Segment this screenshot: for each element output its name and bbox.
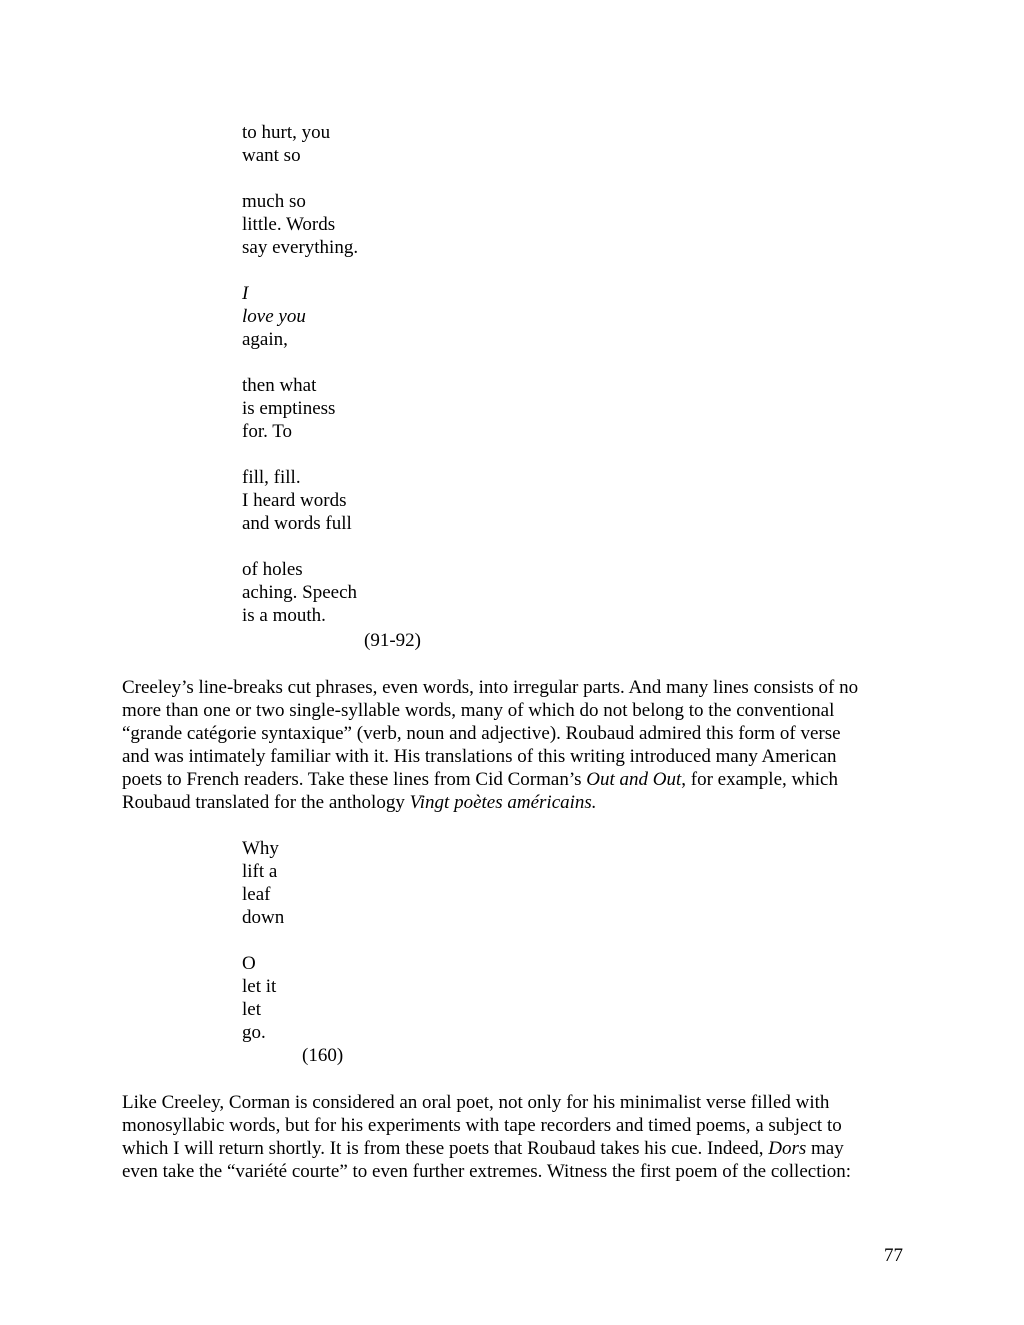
paragraph-text: Roubaud translated for the anthology xyxy=(122,792,410,813)
poem-citation: (160) xyxy=(302,1045,344,1066)
poem-line: O xyxy=(242,953,256,974)
poem-excerpt-corman xyxy=(242,837,542,1044)
poem-line: let xyxy=(242,999,261,1020)
paragraph-text: , for example, which xyxy=(681,769,838,790)
poem-excerpt-creeley xyxy=(242,121,542,627)
paragraph-line: more than one or two single-syllable words, many of which do not belong to the conventional xyxy=(122,700,835,721)
poem-line: to hurt, you xyxy=(242,122,331,143)
paragraph-line xyxy=(122,1137,912,1160)
anthology-title: Vingt poètes américains. xyxy=(409,792,597,813)
paragraph-text: poets to French readers. Take these lines from Cid Corman’s xyxy=(122,769,587,790)
poem-line: again, xyxy=(242,329,288,350)
poem-line: then what xyxy=(242,375,317,396)
poem-line: let it xyxy=(242,976,277,997)
poem-stanza xyxy=(242,374,542,443)
paragraph-line xyxy=(122,768,912,791)
paragraph-line: Creeley’s line-breaks cut phrases, even words, into irregular parts. And many lines consists of no xyxy=(122,677,859,698)
paragraph-text: which I will return shortly. It is from these poets that Roubaud takes his cue. Indeed, xyxy=(122,1138,769,1159)
poem-line: is a mouth. xyxy=(242,605,326,626)
poem-line: leaf xyxy=(242,884,271,905)
paragraph-line xyxy=(122,791,912,814)
poem-citation: (91-92) xyxy=(364,630,421,651)
poem-line: I heard words xyxy=(242,490,347,511)
poem-stanza xyxy=(242,558,542,627)
work-title: Dors xyxy=(768,1138,807,1159)
poem-line: aching. Speech xyxy=(242,582,358,603)
poem-line: go. xyxy=(242,1022,266,1043)
poem-line: and words full xyxy=(242,513,352,534)
paragraph-line: Like Creeley, Corman is considered an oral poet, not only for his minimalist verse filled with xyxy=(122,1092,830,1113)
poem-stanza xyxy=(242,121,542,167)
poem-line: for. To xyxy=(242,421,293,442)
poem-line: fill, fill. xyxy=(242,467,301,488)
paragraph-line: monosyllabic words, but for his experiments with tape recorders and timed poems, a subject to xyxy=(122,1115,842,1136)
body-paragraph xyxy=(122,676,912,814)
poem-line-italic: I xyxy=(242,283,249,304)
poem-line: little. Words xyxy=(242,214,336,235)
poem-line: Why xyxy=(242,838,279,859)
poem-stanza xyxy=(242,837,542,929)
poem-line: of holes xyxy=(242,559,303,580)
paragraph-line: even take the “variété courte” to even further extremes. Witness the first poem of the collection: xyxy=(122,1161,852,1182)
paragraph-line: and was intimately familiar with it. His translations of this writing introduced many American xyxy=(122,746,837,767)
poem-line-italic: love you xyxy=(242,306,306,327)
page-number: 77 xyxy=(884,1245,903,1266)
paragraph-text: may xyxy=(806,1138,844,1159)
poem-line: down xyxy=(242,907,285,928)
poem-line: is emptiness xyxy=(242,398,336,419)
paragraph-line: “grande catégorie syntaxique” (verb, noun and adjective). Roubaud admired this form of verse xyxy=(122,723,841,744)
poem-line: say everything. xyxy=(242,237,359,258)
poem-stanza xyxy=(242,952,542,1044)
poem-line: want so xyxy=(242,145,301,166)
poem-stanza xyxy=(242,466,542,535)
work-title: Out and Out xyxy=(586,769,682,790)
poem-stanza xyxy=(242,282,542,351)
poem-line: lift a xyxy=(242,861,278,882)
poem-stanza xyxy=(242,190,542,259)
poem-line: much so xyxy=(242,191,306,212)
body-paragraph xyxy=(122,1091,912,1183)
